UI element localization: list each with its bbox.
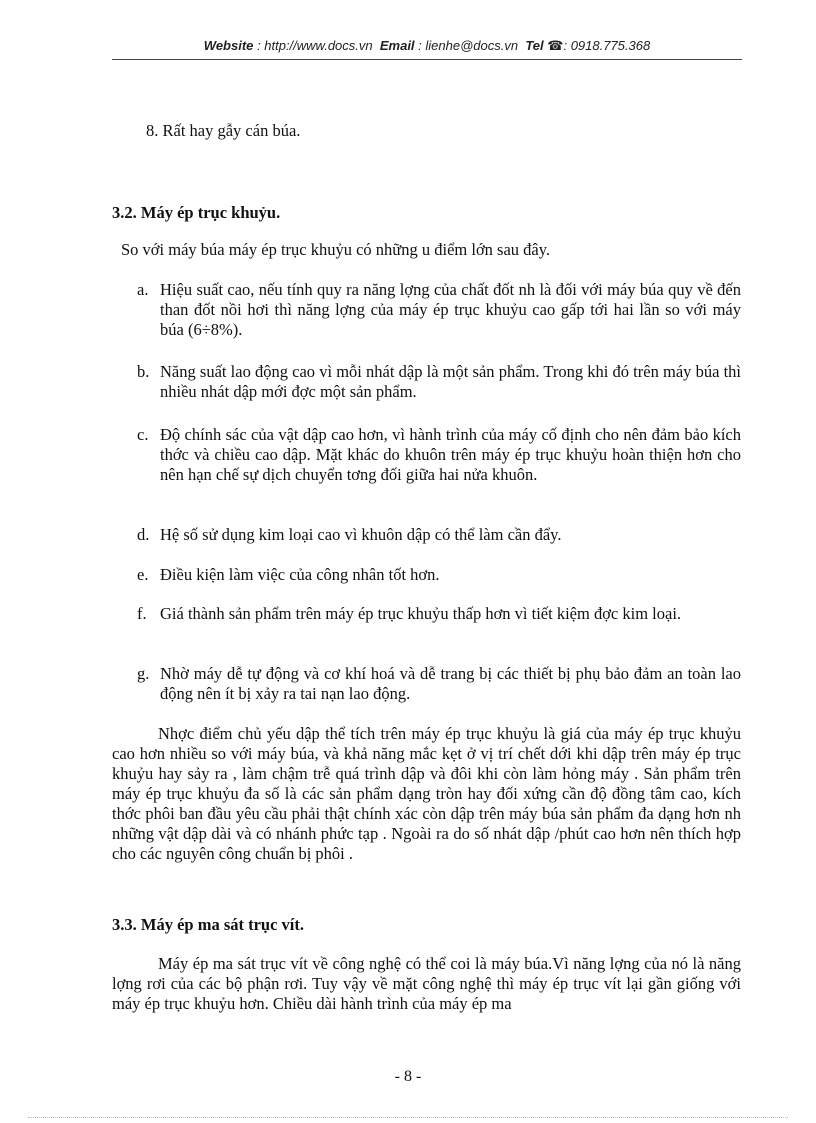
website-label: Website bbox=[203, 38, 254, 53]
list-letter: g. bbox=[137, 664, 150, 683]
list-text: Giá thành sản phẩm trên máy ép trục khuỷu thấp hơn vì tiết kiệm đợc kim loại. bbox=[160, 604, 682, 623]
list-item-f bbox=[137, 604, 741, 646]
phone-icon: ☎ bbox=[547, 38, 564, 53]
website-value: : http://www.docs.vn bbox=[257, 38, 373, 53]
list-text: Hiệu suất cao, nếu tính quy ra năng lợng của chất đốt nh là đối với máy búa quy về đến than đốt nồi hơi thì năng lợng của máy ép trục khuỷu cao gấp tới hai lần so với máy búa (6÷8%). bbox=[160, 280, 741, 339]
list-item-e bbox=[137, 565, 741, 587]
section-3-2-paragraph: Nhợc điểm chủ yếu dập thể tích trên máy ép trục khuỷu là giá của máy ép trục khuỷu cao hơn nhiều so với máy búa, và khả năng mắc kẹt ở vị trí chết dới khi dập trên máy ép trục khuỷu hay sảy ra , làm chậm trễ quá trình dập và đôi khi còn làm hỏng máy . Sản phẩm trên máy ép trục khuỷu đa số là các sản phẩm dạng tròn hay đối xứng cần độ đồng tâm cao, kích thớc phôi ban đầu yêu cầu phải thật chính xác còn dập trên máy búa sản phẩm đa dạng hơn nh những vật dập dài và có nhánh phức tạp . Ngoài ra do số nhát dập /phút cao hơn nên thích hợp cho các nguyên công chuẩn bị phôi . bbox=[112, 724, 741, 863]
section-heading-3-2: 3.2. Máy ép trục khuỷu. bbox=[112, 203, 281, 222]
tel-label: Tel bbox=[525, 38, 544, 53]
email-value: : lienhe@docs.vn bbox=[418, 38, 519, 53]
list-item-c bbox=[137, 425, 741, 507]
list-letter: a. bbox=[137, 280, 149, 299]
section-3-3-paragraph: Máy ép ma sát trục vít về công nghệ có thể coi là máy búa.Vì năng lợng của nó là năng lợng rơi của các bộ phận rơi. Tuy vậy về mặt công nghệ thì máy ép trục vít lại gần giống với máy ép trục khuỷu hơn. Chiều dài hành trình của máy ép ma bbox=[112, 954, 741, 1013]
list-letter: f. bbox=[137, 604, 147, 623]
list-text: Độ chính sác của vật dập cao hơn, vì hành trình của máy cố định cho nên đảm bảo kích thớc và chiều cao dập. Mặt khác do khuôn trên máy ép trục khuỷu hoàn thiện hơn cho nên hạn chế sự dịch chuyển tơng đối giữa hai nửa khuôn. bbox=[160, 425, 741, 484]
list-item-g bbox=[137, 664, 741, 706]
list-text: Hệ số sử dụng kim loại cao vì khuôn dập có thể làm cần đẩy. bbox=[160, 525, 562, 544]
list-item-b bbox=[137, 362, 741, 404]
list-item-8: 8. Rất hay gẫy cán búa. bbox=[146, 121, 301, 140]
list-text: Điều kiện làm việc của công nhân tốt hơn. bbox=[160, 565, 440, 584]
list-letter: b. bbox=[137, 362, 150, 381]
section-heading-3-3: 3.3. Máy ép ma sát trục vít. bbox=[112, 915, 305, 934]
page-bottom-divider bbox=[28, 1117, 788, 1118]
list-text: Nhờ máy dễ tự động và cơ khí hoá và dễ trang bị các thiết bị phụ bảo đảm an toàn lao động nên ít bị xảy ra tai nạn lao động. bbox=[160, 664, 741, 703]
header-divider bbox=[112, 59, 742, 60]
list-item-d bbox=[137, 525, 741, 547]
list-letter: d. bbox=[137, 525, 150, 544]
email-label: Email bbox=[379, 38, 415, 53]
tel-value: : 0918.775.368 bbox=[563, 38, 651, 53]
list-letter: e. bbox=[137, 565, 149, 584]
section-intro: So với máy búa máy ép trục khuỷu có những u điểm lớn sau đây. bbox=[121, 240, 551, 259]
list-text: Năng suất lao động cao vì mỗi nhát dập là một sản phẩm. Trong khi đó trên máy búa thì nhiều nhát dập mới đợc một sản phẩm. bbox=[160, 362, 741, 401]
list-letter: c. bbox=[137, 425, 149, 444]
list-item-a bbox=[137, 280, 741, 342]
page-number: - 8 - bbox=[394, 1068, 422, 1085]
page-header bbox=[112, 38, 742, 60]
